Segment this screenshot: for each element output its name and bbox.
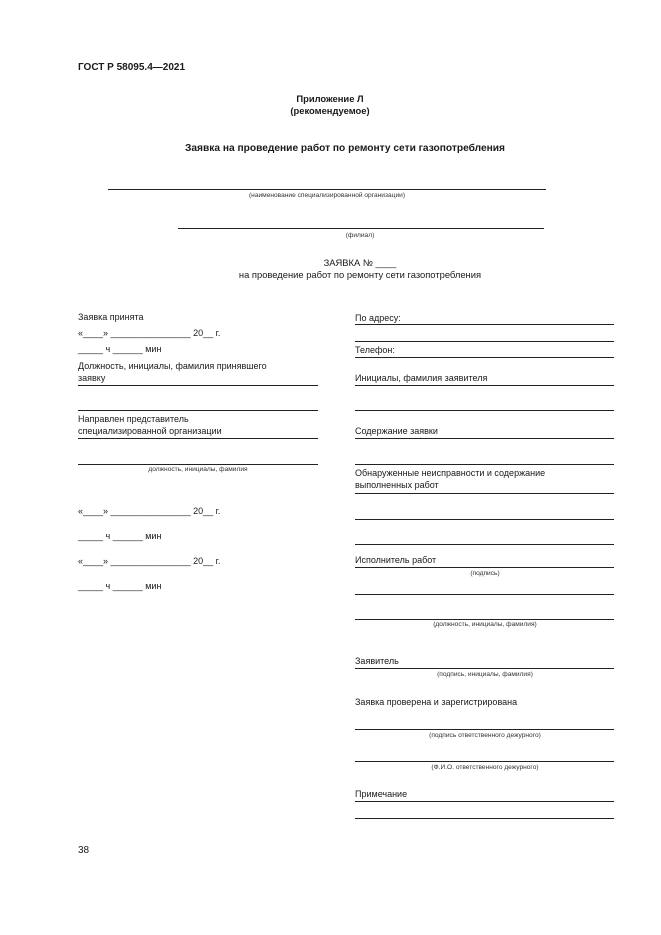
faults-line-2 bbox=[355, 519, 614, 520]
address-line-2 bbox=[355, 341, 614, 342]
duty-name-line bbox=[355, 761, 614, 762]
appendix-status: (рекомендуемое) bbox=[290, 105, 370, 116]
applicant-caption: (подпись, инициалы, фамилия) bbox=[437, 671, 533, 678]
executor-caption: (должность, инициалы, фамилия) bbox=[433, 621, 537, 628]
applicant-name-label: Инициалы, фамилия заявителя bbox=[355, 373, 488, 383]
request-subtitle: на проведение работ по ремонту сети газопотребления bbox=[238, 269, 482, 280]
note-line-1 bbox=[355, 801, 614, 802]
representative-caption: должность, инициалы, фамилия bbox=[148, 466, 248, 473]
arrival-date: «____» ________________ 20__ г. bbox=[78, 506, 221, 516]
executor-signature-line bbox=[355, 567, 614, 568]
branch-line bbox=[178, 228, 544, 229]
accepted-time: _____ ч ______ мин bbox=[78, 344, 162, 354]
duty-signature-caption: (подпись ответственного дежурного) bbox=[429, 732, 541, 739]
duty-name-caption: (Ф.И.О. ответственного дежурного) bbox=[431, 764, 539, 771]
appendix-title: Приложение Л bbox=[296, 93, 364, 104]
representative-line-1 bbox=[78, 438, 318, 439]
request-content-line-1 bbox=[355, 438, 614, 439]
document-title: Заявка на проведение работ по ремонту сети газопотребления bbox=[185, 143, 505, 154]
branch-caption: (филиал) bbox=[345, 232, 375, 239]
note-line-2 bbox=[355, 818, 614, 819]
organization-caption: (наименование специализированной организации) bbox=[248, 192, 406, 199]
applicant-name-line-2 bbox=[355, 410, 614, 411]
representative-label-line1: Направлен представитель bbox=[78, 414, 189, 424]
request-content-label: Содержание заявки bbox=[355, 426, 438, 436]
accepted-date: «____» ________________ 20__ г. bbox=[78, 328, 221, 338]
note-label: Примечание bbox=[355, 789, 408, 799]
receiver-label-line2: заявку bbox=[78, 373, 106, 383]
address-line-1 bbox=[355, 324, 614, 325]
faults-label-line1: Обнаруженные неисправности и содержание bbox=[355, 468, 546, 478]
request-number: ЗАЯВКА № ____ bbox=[323, 257, 397, 268]
receiver-line-2 bbox=[78, 410, 318, 411]
receiver-label-line1: Должность, инициалы, фамилия принявшего bbox=[78, 361, 267, 371]
duty-signature-line bbox=[355, 729, 614, 730]
faults-label-line2: выполненных работ bbox=[355, 480, 439, 490]
page-number: 38 bbox=[78, 845, 90, 856]
applicant-label: Заявитель bbox=[355, 656, 399, 666]
executor-signature-caption: (подпись) bbox=[470, 570, 500, 577]
phone-label: Телефон: bbox=[355, 345, 395, 355]
faults-line-1 bbox=[355, 493, 614, 494]
executor-label: Исполнитель работ bbox=[355, 555, 437, 565]
address-label: По адресу: bbox=[355, 313, 401, 323]
accepted-label: Заявка принята bbox=[78, 312, 144, 322]
organization-line bbox=[108, 189, 546, 190]
completion-time: _____ ч ______ мин bbox=[78, 581, 162, 591]
faults-line-3 bbox=[355, 544, 614, 545]
completion-date: «____» ________________ 20__ г. bbox=[78, 556, 221, 566]
applicant-line bbox=[355, 668, 614, 669]
arrival-time: _____ ч ______ мин bbox=[78, 531, 162, 541]
executor-line-3 bbox=[355, 619, 614, 620]
receiver-line-1 bbox=[78, 385, 318, 386]
phone-line bbox=[355, 357, 614, 358]
applicant-name-line-1 bbox=[355, 385, 614, 386]
checked-label: Заявка проверена и зарегистрирована bbox=[355, 697, 518, 707]
executor-line-2 bbox=[355, 594, 614, 595]
standard-code: ГОСТ Р 58095.4—2021 bbox=[78, 62, 186, 73]
representative-line-2 bbox=[78, 464, 318, 465]
request-content-line-2 bbox=[355, 464, 614, 465]
representative-label-line2: специализированной организации bbox=[78, 426, 222, 436]
